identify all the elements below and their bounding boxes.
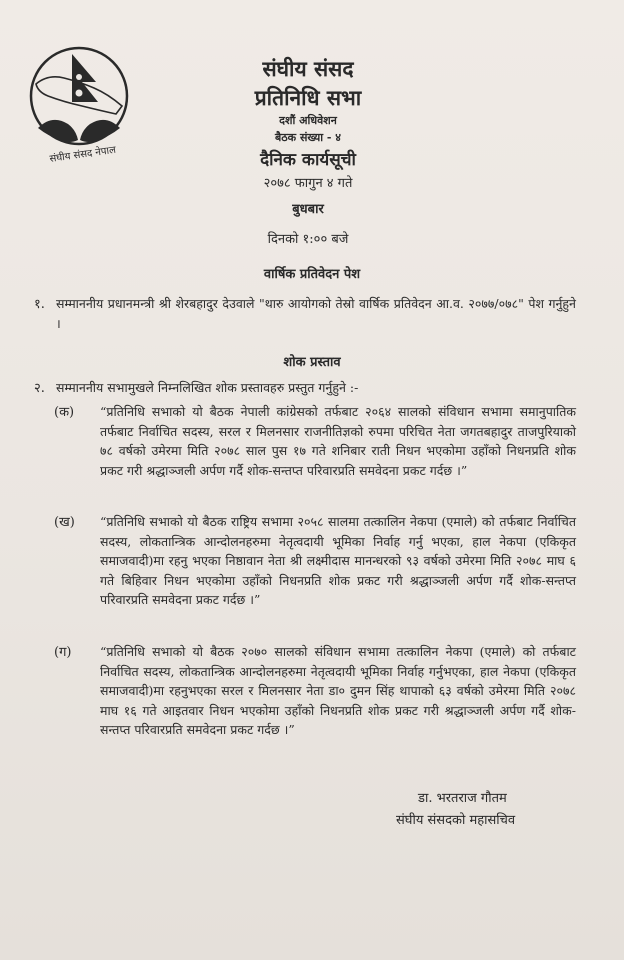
header-title-house: प्रतिनिधि सभा bbox=[254, 85, 362, 110]
condolence-item-text: “प्रतिनिधि सभाको यो बैठक राष्ट्रिय सभामा २०५८ सालमा तत्कालिन नेकपा (एमाले) को तर्फबाट निर्वाचित सदस्य, लोकतान्त्रिक आन्दोलनहरुमा नेतृत्वदायी भूमिका निर्वाह गर्नु भएका, हाल नेकपा (एकिकृत समाजवादी)मा रहनु भएका निष्ठावान नेता श्री लक्ष्मीदास मानन्धरको ९३ वर्षको उमेरमा मिति २०७८ माघ ६ गते बिहिवार निधन भएकोमा उहाँको निधनप्रति शोक प्रकट गरी श्रद्धाञ्जली अर्पण गर्दै शोक-सन्तप्त परिवारप्रति समवेदना प्रकट गर्दछ ।” bbox=[100, 514, 576, 608]
parliament-emblem-icon bbox=[24, 44, 134, 170]
item-number-2: २. bbox=[34, 381, 45, 396]
document-header bbox=[150, 54, 466, 250]
signatory-title: संघीय संसदको महासचिव bbox=[396, 813, 516, 828]
section-title-condolence: शोक प्रस्ताव bbox=[283, 355, 341, 370]
item-number-1: १. bbox=[34, 297, 45, 312]
header-title-federal-parliament: संघीय संसद bbox=[262, 56, 354, 81]
header-day: बुधबार bbox=[292, 202, 324, 217]
emblem-label: संघीय संसद नेपाल bbox=[48, 144, 117, 165]
signatory-name: डा. भरतराज गौतम bbox=[418, 791, 507, 806]
header-session: दशौं अधिवेशन bbox=[279, 114, 337, 127]
condolence-item-label: (ख) bbox=[54, 515, 75, 530]
parliament-emblem bbox=[24, 44, 134, 170]
header-date: २०७८ फागुन ४ गते bbox=[263, 176, 353, 191]
condolence-item-label: (ग) bbox=[54, 645, 72, 660]
header-time: दिनको १:०० बजे bbox=[267, 232, 349, 247]
condolence-item-text: “प्रतिनिधि सभाको यो बैठक २०७० सालको संविधान सभामा तत्कालिन नेकपा (एमाले) को तर्फबाट निर्वाचित सदस्य, लोकतान्त्रिक आन्दोलनहरुमा नेतृत्वदायी भूमिका निर्वाह गर्नुभएका, हाल नेकपा (एकिकृत समाजवादी)मा रहनुभएका सरल र मिलनसार नेता डा० दुमन सिंह थापाको ६३ वर्षको उमेरमा मिति २०७८ माघ १६ गते आइतवार निधन भएकोमा उहाँको निधनप्रति शोक प्रकट गरी श्रद्धाञ्जली अर्पण गर्दै शोक-सन्तप्त परिवारप्रति समवेदना प्रकट गर्दछ ।” bbox=[100, 644, 576, 738]
header-meeting-number: बैठक संख्या - ४ bbox=[275, 131, 341, 144]
signature-block bbox=[396, 788, 596, 832]
condolence-intro: सम्माननीय सभामुखले निम्नलिखित शोक प्रस्तावहरु प्रस्तुत गर्नुहुने :- bbox=[56, 380, 359, 395]
section-title-annual-report: वार्षिक प्रतिवेदन पेश bbox=[263, 267, 361, 282]
annual-report-text: सम्माननीय प्रधानमन्त्री श्री शेरबहादुर देउवाले "थारु आयोगको तेस्रो वार्षिक प्रतिवेदन आ.व. २०७७/०७८" पेश गर्नुहुने । bbox=[56, 296, 576, 331]
header-daily-agenda: दैनिक कार्यसूची bbox=[260, 150, 356, 170]
condolence-item-text: “प्रतिनिधि सभाको यो बैठक नेपाली कांग्रेसको तर्फबाट २०६४ सालको संविधान सभामा समानुपातिक तर्फबाट निर्वाचित सदस्य, सरल र मिलनसार राजनीतिज्ञको रुपमा परिचित नेता जगतबहादुर ताजपुरियाको ७८ वर्षको उमेरमा मिति २०७८ साल पुस १७ गते शनिबार राती निधन भएकोमा उहाँको निधनप्रति शोक प्रकट गरी श्रद्धाञ्जली अर्पण गर्दै शोक-सन्तप्त परिवारप्रति समवेदना प्रकट गर्दछ ।” bbox=[100, 404, 576, 478]
condolence-item-label: (क) bbox=[54, 405, 75, 420]
